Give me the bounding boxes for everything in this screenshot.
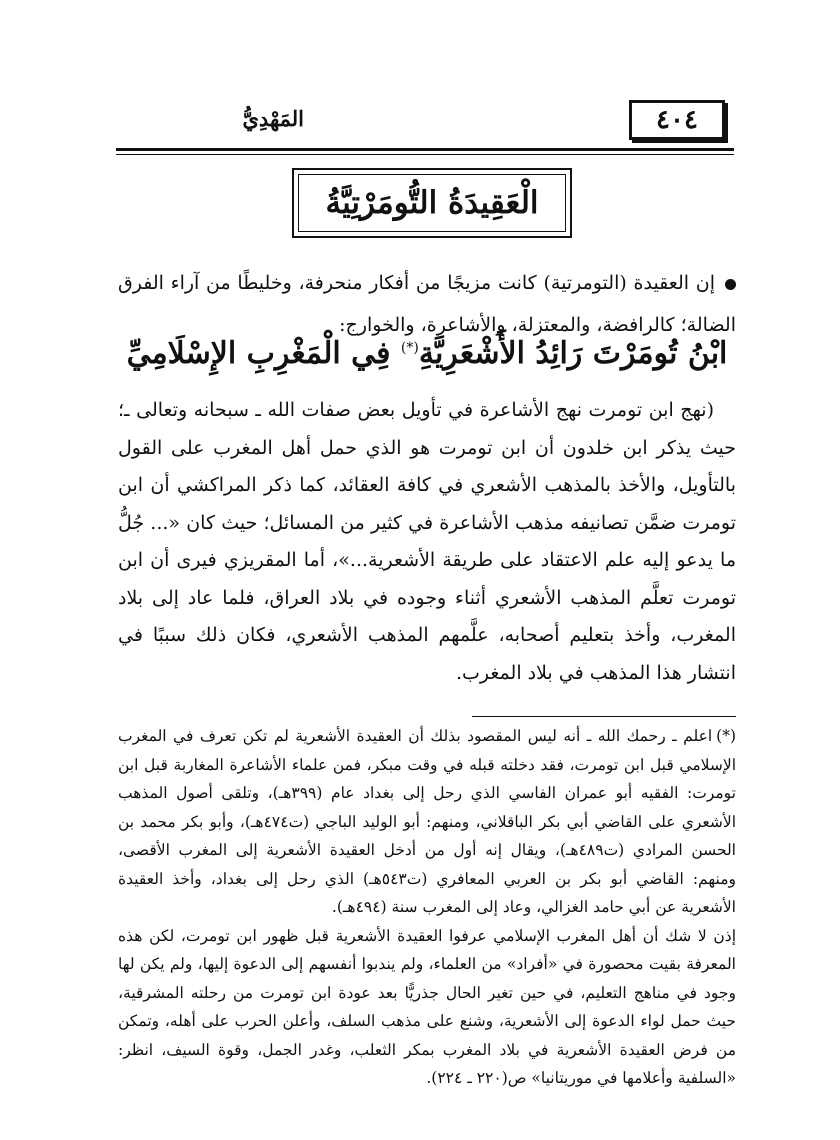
section-heading-text: ابْنُ تُومَرْتَ رَائِدُ الأَشْعَرِيَّةِ [418,336,728,371]
footnote-marker: (*) [716,727,736,745]
running-title: المَهْدِيُّ [242,106,304,131]
footnote-paragraph-1 [118,722,736,922]
footnote-separator [472,716,736,717]
header-rule-thin [116,154,734,155]
chapter-title-box [292,168,572,238]
main-paragraph: (نهج ابن تومرت نهج الأشاعرة في تأويل بعض صفات الله ـ سبحانه وتعالى ـ؛ حيث يذكر ابن خلدون أن ابن تومرت هو الذي حمل أهل المغرب على القول بالتأويل، والأخذ بالمذهب الأشعري في كافة العقائد، كما ذكر المراكشي أن ابن تومرت ضمَّن تصانيفه مذهب الأشاعرة في كثير من المسائل؛ حيث كان «... جُلُّ ما يدعو إليه علم الاعتقاد على طريقة الأشعرية...»، أما المقريزي فيرى أن ابن تومرت تعلَّم المذهب الأشعري أثناء وجوده في بلاد العراق، فلما عاد إلى بلاد المغرب، وأخذ بتعليم أصحابه، علَّمهم المذهب الأشعري، فكان ذلك سببًا في انتشار هذا المذهب في بلاد المغرب. [118,399,736,684]
bullet-paragraph-text: إن العقيدة (التومرتية) كانت مزيجًا من أفكار منحرفة، وخليطًا من آراء الفرق الضالة؛ كالرافضة، والمعتزلة، والأشاعرة، والخوارج: [118,272,736,336]
footnote-paragraph-1-text: اعلم ـ رحمك الله ـ أنه ليس المقصود بذلك أن العقيدة الأشعرية لم تكن تعرف في المغرب الإسلامي قبل ابن تومرت، فقد دخلته قبله في وقت مبكر، فمن علماء الأشاعرة المغاربة قبل ابن تومرت: الفقيه أبو عمران الفاسي الذي رحل إلى بغداد عام (٣٩٩هـ)، وتلقى أصول المذهب الأشعري على القاضي أبي بكر الباقلاني، ومنهم: أبو الوليد الباجي (ت٤٧٤هـ)، وأبو بكر محمد بن الحسن المرادي (ت٤٨٩هـ)، ويقال إنه أول من أدخل العقيدة الأشعرية إلى المغرب الأقصى، ومنهم: القاضي أبو بكر بن العربي المعافري (ت٥٤٣هـ) الذي رحل إلى بغداد، وأخذ العقيدة الأشعرية عن أبي حامد الغزالي، وعاد إلى المغرب سنة (٤٩٤هـ). [118,727,737,916]
footnote-paragraph-2: إذن لا شك أن أهل المغرب الإسلامي عرفوا العقيدة الأشعرية قبل ظهور ابن تومرت، لكن هذه المعرفة بقيت محصورة في «أفراد» من العلماء، ولم يندبوا أنفسهم إلى الدعوة إليها، ولم يكن لها وجود في مناهج التعليم، في حين تغير الحال جذريًّا بعد عودة ابن تومرت من رحلته المشرقية، حيث حمل لواء الدعوة إلى الأشعرية، وشنع على مذهب السلف، وأعلن الحرب على أهله، وتمكن من فرض العقيدة الأشعرية في بلاد المغرب بمكر الثعلب، وغدر الجمل، وقوة السيف، انظر: «السلفية وأعلامها في موريتانيا» ص(٢٢٠ ـ ٢٢٤). [118,926,736,1087]
section-heading-suffix: فِي الْمَغْرِبِ الإِسْلَامِيِّ [126,336,401,371]
chapter-title: الْعَقِيدَةُ التُّومَرْتِيَّةُ [325,185,539,221]
footnotes [118,722,736,1093]
footnote-reference: (*) [400,340,419,356]
section-heading [118,336,736,371]
header-rule-thick [116,148,734,151]
page-number: ٤٠٤ [629,100,725,140]
bullet-paragraph [118,262,736,346]
bullet-dot-icon [725,279,736,290]
